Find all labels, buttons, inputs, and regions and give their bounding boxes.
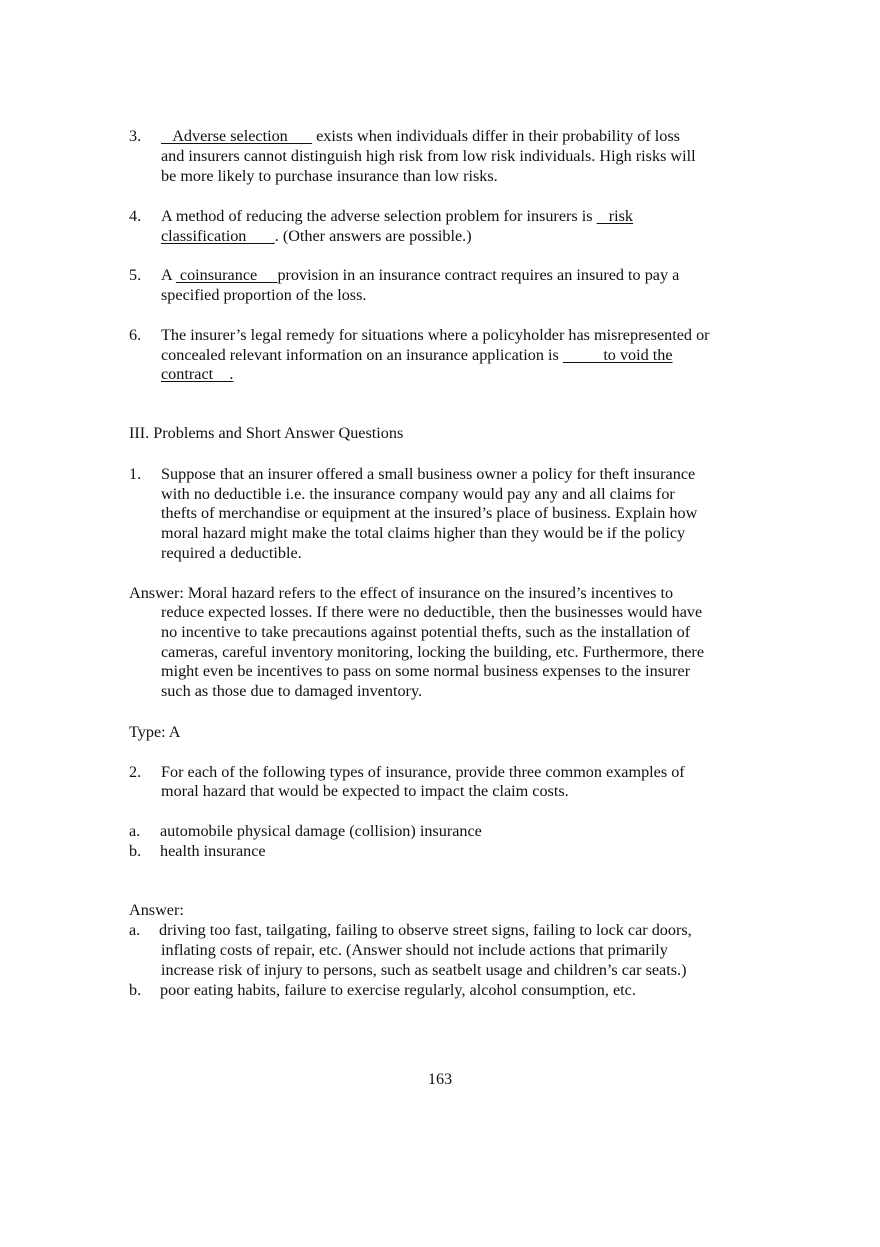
q4-line1: [161, 206, 633, 226]
problem1-line: thefts of merchandise or equipment at the insured’s place of business. Explain how: [161, 504, 698, 522]
q3-line3: be more likely to purchase insurance than low risks.: [161, 167, 498, 185]
q4-answer-blank-part1: risk: [596, 207, 634, 225]
q6-line3: [161, 364, 233, 384]
problem1-line: moral hazard might make the total claims higher than they would be if the policy: [161, 524, 686, 542]
problem2-answer-b-text: poor eating habits, failure to exercise regularly, alcohol consumption, etc.: [160, 981, 636, 999]
q4-line2-rest: . (Other answers are possible.): [274, 227, 472, 245]
q5-number: 5.: [129, 266, 142, 284]
problem2-item-text: health insurance: [160, 842, 266, 860]
problem1-answer-first: Answer: Moral hazard refers to the effect of insurance on the insured’s incentives to: [129, 584, 674, 602]
problem2-number: 2.: [129, 763, 142, 781]
problem1-answer-line: no incentive to take precautions against potential thefts, such as the installation of: [161, 623, 691, 641]
problem2-answer-a-line: inflating costs of repair, etc. (Answer should not include actions that primarily: [161, 941, 668, 959]
q4-line2: [161, 226, 472, 246]
q5-answer-blank: coinsurance: [175, 266, 278, 284]
q3-line1-rest: exists when individuals differ in their probability of loss: [312, 127, 680, 145]
q3-answer-blank: Adverse selection: [161, 127, 313, 145]
problem1-answer-line: such as those due to damaged inventory.: [161, 682, 423, 700]
section-heading: III. Problems and Short Answer Questions: [129, 424, 404, 442]
problem2-answer-heading: Answer:: [129, 901, 184, 919]
problem2-answer-b-label: b.: [129, 981, 142, 999]
problem2-item-text: automobile physical damage (collision) insurance: [160, 822, 482, 840]
problem2-line: moral hazard that would be expected to impact the claim costs.: [161, 782, 569, 800]
q6-answer-blank-part1: to void the: [562, 346, 673, 364]
problem1-answer-line: reduce expected losses. If there were no deductible, then the businesses would have: [161, 603, 703, 621]
q4-line1-pre: A method of reducing the adverse selection problem for insurers is: [161, 207, 597, 225]
problem1-type: Type: A: [129, 723, 181, 741]
q5-line2: specified proportion of the loss.: [161, 286, 367, 304]
q6-answer-blank-part2: contract .: [161, 365, 234, 383]
problem2-answer-a-line: increase risk of injury to persons, such as seatbelt usage and children’s car seats.): [161, 961, 687, 979]
q3-line1: [161, 126, 680, 146]
q4-answer-blank-part2: classification: [161, 227, 275, 245]
q3-line2: and insurers cannot distinguish high risk from low risk individuals. High risks will: [161, 147, 696, 165]
problem1-line: Suppose that an insurer offered a small business owner a policy for theft insurance: [161, 465, 696, 483]
page-number: 163: [427, 1070, 453, 1088]
problem1-line: with no deductible i.e. the insurance company would pay any and all claims for: [161, 485, 675, 503]
problem2-answer-a-line: driving too fast, tailgating, failing to observe street signs, failing to lock car doors,: [159, 921, 692, 939]
q5-line1: [161, 265, 679, 285]
problem2-item-label: a.: [129, 822, 141, 840]
q4-number: 4.: [129, 207, 142, 225]
problem2-line: For each of the following types of insurance, provide three common examples of: [161, 763, 685, 781]
q6-number: 6.: [129, 326, 142, 344]
problem1-answer-line: cameras, careful inventory monitoring, locking the building, etc. Furthermore, there: [161, 643, 705, 661]
q6-line2: [161, 345, 673, 365]
q6-line2-pre: concealed relevant information on an insurance application is: [161, 346, 563, 364]
problem1-line: required a deductible.: [161, 544, 302, 562]
q6-line1: The insurer’s legal remedy for situations where a policyholder has misrepresented or: [161, 326, 710, 344]
problem2-item-label: b.: [129, 842, 142, 860]
problem1-answer-line: might even be incentives to pass on some normal business expenses to the insurer: [161, 662, 691, 680]
q5-pre: A: [161, 266, 176, 284]
problem2-answer-a-label: a.: [129, 921, 141, 939]
q3-number: 3.: [129, 127, 142, 145]
problem1-number: 1.: [129, 465, 142, 483]
q5-line1-rest: provision in an insurance contract requires an insured to pay a: [277, 266, 680, 284]
